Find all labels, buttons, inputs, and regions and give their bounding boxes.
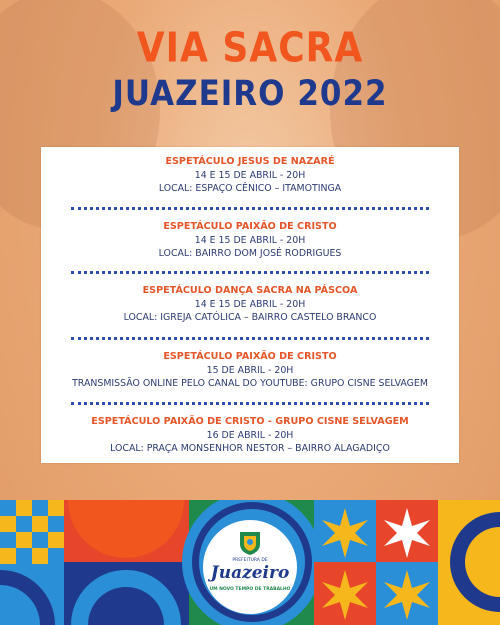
juazeiro-logo [194,512,312,622]
dotted-divider [71,271,429,274]
checkerboard-pattern [0,500,64,625]
logo-tagline: UM NOVO TEMPO DE TRABALHO [209,587,291,592]
logo-top-text: PREFEITURA DE [232,558,268,563]
event-4 [41,350,459,390]
coat-of-arms-icon [236,528,264,556]
event-location: LOCAL: BAIRRO DOM JOSÉ RODRIGUES [158,248,342,259]
event-location: LOCAL: PRAÇA MONSENHOR NESTOR – BAIRRO ALAGADIÇO [110,443,390,454]
event-title: ESPETÁCULO PAIXÃO DE CRISTO - GRUPO CISNE SELVAGEM [91,416,409,427]
arc-pattern [64,500,189,625]
dotted-divider [71,337,429,340]
event-date: 14 E 15 DE ABRIL - 20H [194,170,306,181]
event-date: 15 DE ABRIL - 20H [206,365,294,376]
event-title: ESPETÁCULO DANÇA SACRA NA PÁSCOA [142,285,358,296]
event-location: LOCAL: ESPAÇO CÊNICO – ITAMOTINGA [158,183,342,194]
logo-brand-text: Juazeiro [210,563,290,583]
star-pattern [314,500,500,625]
title-juazeiro-2022: JUAZEIRO 2022 [112,73,388,115]
title-via-sacra: VIA SACRA [136,24,364,73]
event-title: ESPETÁCULO JESUS DE NAZARÉ [165,156,335,167]
event-date: 14 E 15 DE ABRIL - 20H [194,235,306,246]
dotted-divider [71,402,429,405]
event-5 [41,415,459,455]
events-card [41,147,459,463]
event-title: ESPETÁCULO PAIXÃO DE CRISTO [163,351,337,362]
event-date: 14 E 15 DE ABRIL - 20H [194,299,306,310]
event-title: ESPETÁCULO PAIXÃO DE CRISTO [163,221,337,232]
event-location: LOCAL: IGREJA CATÓLICA – BAIRRO CASTELO BRANCO [123,312,377,323]
event-1 [41,155,459,195]
event-location: TRANSMISSÃO ONLINE PELO CANAL DO YOUTUBE: GRUPO CISNE SELVAGEM [72,378,428,389]
dotted-divider [71,207,429,210]
event-date: 16 DE ABRIL - 20H [206,430,294,441]
event-3 [41,284,459,324]
event-2 [41,220,459,260]
